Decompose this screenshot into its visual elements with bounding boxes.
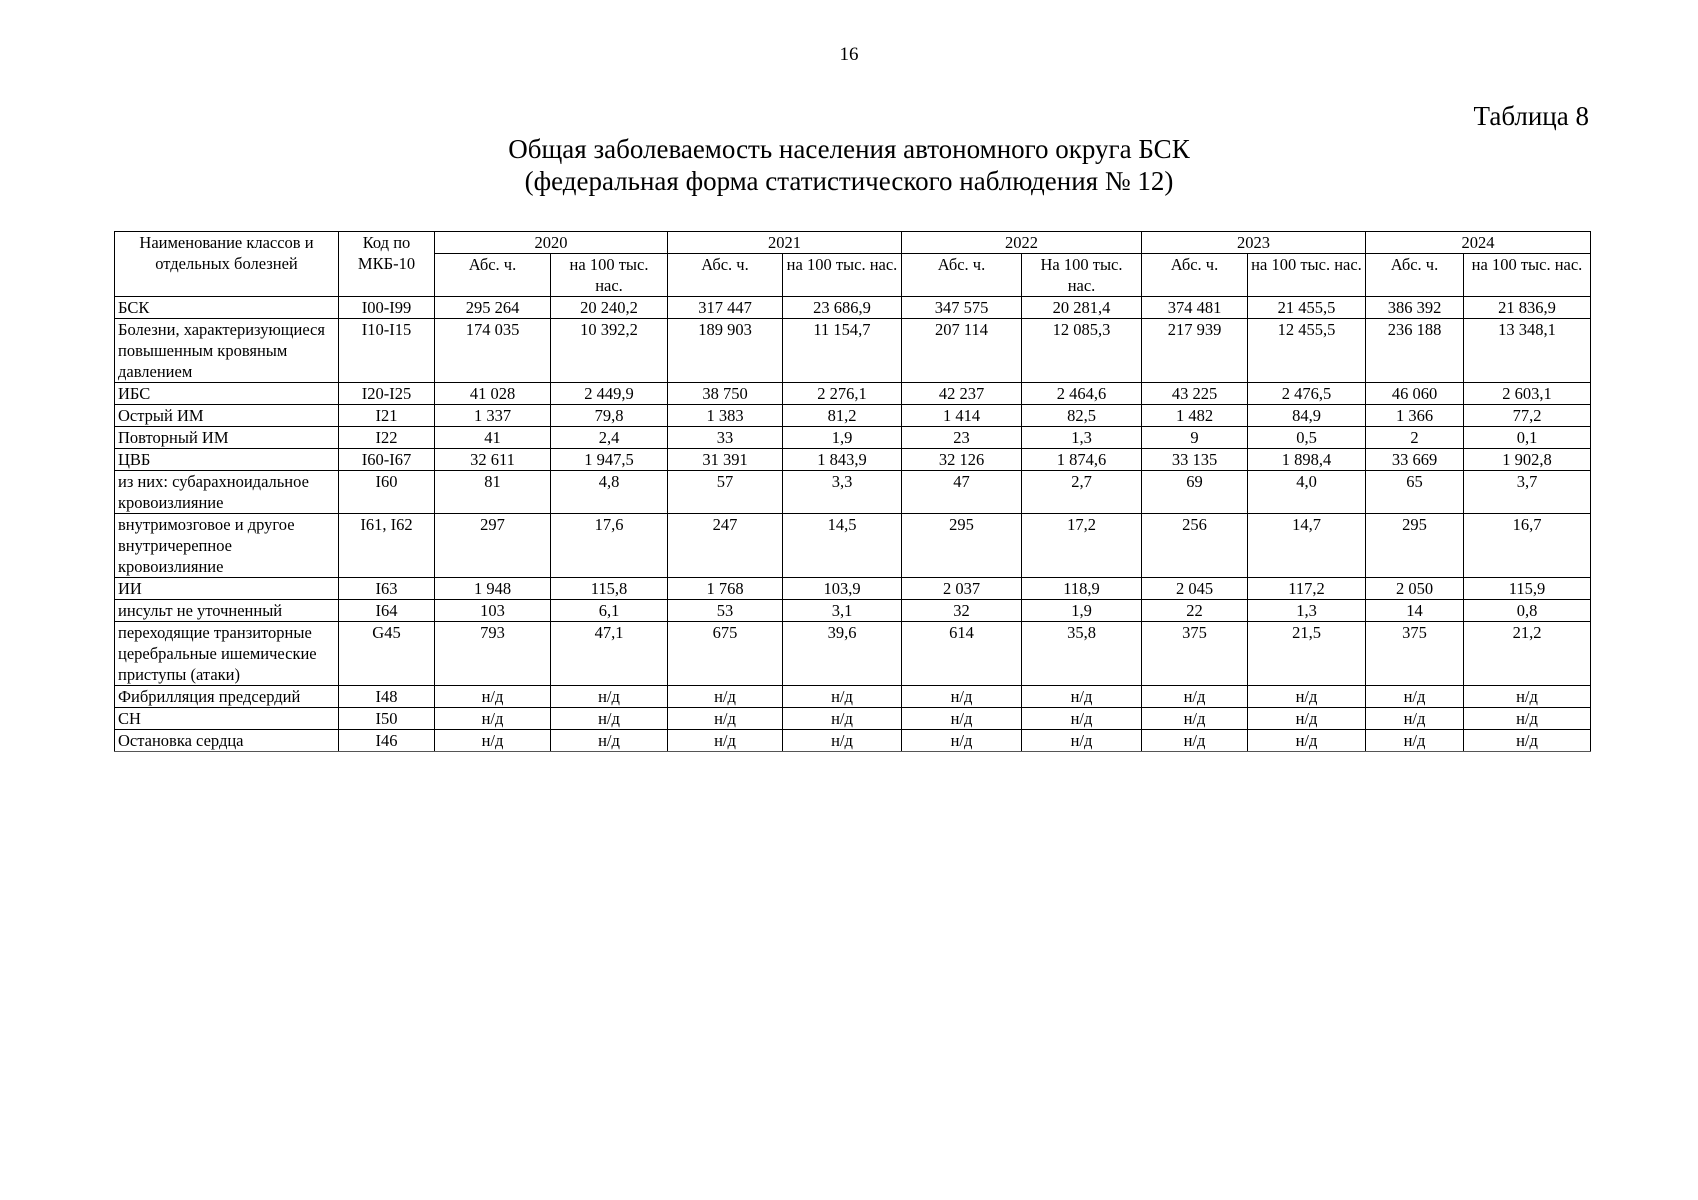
table-row [115,405,1591,427]
header-year: 2021 [668,232,902,254]
header-abs: Абс. ч. [435,254,551,297]
abs-value-cell: 2 037 [902,578,1022,600]
abs-value-cell: 247 [668,514,783,578]
abs-value-cell: 189 903 [668,319,783,383]
disease-name-cell: внутримозговое и другое внутричерепное кровоизлияние [115,514,339,578]
abs-value-cell: 1 366 [1366,405,1464,427]
rate-value-cell: 2 464,6 [1022,383,1142,405]
icd-code-cell: I22 [339,427,435,449]
header-per100k: на 100 тыс. нас. [551,254,668,297]
table-row [115,622,1591,686]
abs-value-cell: 1 414 [902,405,1022,427]
rate-value-cell: 21,5 [1248,622,1366,686]
header-year: 2023 [1142,232,1366,254]
icd-code-cell: I46 [339,730,435,752]
table-label: Таблица 8 [1473,101,1589,131]
rate-value-cell: 3,3 [783,471,902,514]
disease-name-cell: Повторный ИМ [115,427,339,449]
abs-value-cell: 295 264 [435,297,551,319]
rate-value-cell: 1,3 [1022,427,1142,449]
rate-value-cell: 1 902,8 [1464,449,1591,471]
abs-value-cell: н/д [435,708,551,730]
rate-value-cell: 117,2 [1248,578,1366,600]
abs-value-cell: 14 [1366,600,1464,622]
rate-value-cell: 0,8 [1464,600,1591,622]
table-row [115,383,1591,405]
disease-name-cell: Острый ИМ [115,405,339,427]
abs-value-cell: 217 939 [1142,319,1248,383]
abs-value-cell: 614 [902,622,1022,686]
title-line-1: Общая заболеваемость населения автономного округа БСК [508,134,1190,164]
abs-value-cell: 32 611 [435,449,551,471]
header-row-years [115,232,1591,254]
rate-value-cell: 1 947,5 [551,449,668,471]
title-line-2: (федеральная форма статистического наблюдения № 12) [524,166,1174,196]
rate-value-cell: 17,6 [551,514,668,578]
disease-name-cell: ИБС [115,383,339,405]
abs-value-cell: 31 391 [668,449,783,471]
rate-value-cell: 2 476,5 [1248,383,1366,405]
rate-value-cell: н/д [1248,708,1366,730]
abs-value-cell: 38 750 [668,383,783,405]
rate-value-cell: 115,9 [1464,578,1591,600]
table-body [115,297,1591,752]
abs-value-cell: 65 [1366,471,1464,514]
rate-value-cell: 4,8 [551,471,668,514]
rate-value-cell: н/д [1248,686,1366,708]
icd-code-cell: I60 [339,471,435,514]
table-row [115,686,1591,708]
rate-value-cell: 82,5 [1022,405,1142,427]
rate-value-cell: 21 455,5 [1248,297,1366,319]
disease-name-cell: ИИ [115,578,339,600]
header-code-col: Код по МКБ-10 [339,232,435,297]
icd-code-cell: I10-I15 [339,319,435,383]
table-row [115,297,1591,319]
disease-name-cell: Остановка сердца [115,730,339,752]
disease-name-cell: ЦВБ [115,449,339,471]
rate-value-cell: н/д [1022,708,1142,730]
abs-value-cell: 297 [435,514,551,578]
abs-value-cell: 1 383 [668,405,783,427]
rate-value-cell: 2,7 [1022,471,1142,514]
rate-value-cell: 0,1 [1464,427,1591,449]
table-row [115,708,1591,730]
rate-value-cell: 2 449,9 [551,383,668,405]
rate-value-cell: 17,2 [1022,514,1142,578]
abs-value-cell: 1 482 [1142,405,1248,427]
abs-value-cell: 386 392 [1366,297,1464,319]
table-row [115,600,1591,622]
rate-value-cell: 47,1 [551,622,668,686]
page-number: 16 [839,44,859,65]
header-per100k: на 100 тыс. нас. [783,254,902,297]
abs-value-cell: н/д [1142,686,1248,708]
table-title [0,133,1698,197]
rate-value-cell: 0,5 [1248,427,1366,449]
icd-code-cell: I00-I99 [339,297,435,319]
rate-value-cell: 2 276,1 [783,383,902,405]
abs-value-cell: 57 [668,471,783,514]
header-year: 2022 [902,232,1142,254]
icd-code-cell: I61, I62 [339,514,435,578]
morbidity-table [114,231,1591,752]
abs-value-cell: 2 045 [1142,578,1248,600]
abs-value-cell: 236 188 [1366,319,1464,383]
rate-value-cell: 3,7 [1464,471,1591,514]
rate-value-cell: н/д [783,730,902,752]
rate-value-cell: 1 843,9 [783,449,902,471]
rate-value-cell: 79,8 [551,405,668,427]
disease-name-cell: БСК [115,297,339,319]
abs-value-cell: 793 [435,622,551,686]
rate-value-cell: н/д [1022,730,1142,752]
rate-value-cell: 14,5 [783,514,902,578]
abs-value-cell: н/д [1366,708,1464,730]
abs-value-cell: н/д [668,708,783,730]
table-header [115,232,1591,297]
abs-value-cell: 347 575 [902,297,1022,319]
disease-name-cell: переходящие транзиторные церебральные ишемические приступы (атаки) [115,622,339,686]
abs-value-cell: 375 [1366,622,1464,686]
table-row [115,319,1591,383]
rate-value-cell: 3,1 [783,600,902,622]
abs-value-cell: н/д [435,686,551,708]
rate-value-cell: 115,8 [551,578,668,600]
abs-value-cell: 2 050 [1366,578,1464,600]
abs-value-cell: 53 [668,600,783,622]
rate-value-cell: 77,2 [1464,405,1591,427]
rate-value-cell: 13 348,1 [1464,319,1591,383]
abs-value-cell: 295 [902,514,1022,578]
abs-value-cell: 256 [1142,514,1248,578]
rate-value-cell: 84,9 [1248,405,1366,427]
rate-value-cell: 1,9 [783,427,902,449]
abs-value-cell: 9 [1142,427,1248,449]
table-row [115,514,1591,578]
abs-value-cell: 374 481 [1142,297,1248,319]
header-year: 2024 [1366,232,1591,254]
rate-value-cell: 12 085,3 [1022,319,1142,383]
abs-value-cell: 22 [1142,600,1248,622]
abs-value-cell: н/д [902,686,1022,708]
icd-code-cell: I20-I25 [339,383,435,405]
abs-value-cell: н/д [1366,730,1464,752]
rate-value-cell: н/д [1464,730,1591,752]
rate-value-cell: 20 281,4 [1022,297,1142,319]
header-name-col: Наименование классов и отдельных болезней [115,232,339,297]
table-row [115,578,1591,600]
icd-code-cell: I60-I67 [339,449,435,471]
header-abs: Абс. ч. [1366,254,1464,297]
rate-value-cell: 2,4 [551,427,668,449]
abs-value-cell: 375 [1142,622,1248,686]
rate-value-cell: 1,3 [1248,600,1366,622]
disease-name-cell: СН [115,708,339,730]
abs-value-cell: 1 337 [435,405,551,427]
header-per100k: На 100 тыс. нас. [1022,254,1142,297]
abs-value-cell: 47 [902,471,1022,514]
abs-value-cell: н/д [1142,708,1248,730]
abs-value-cell: н/д [1142,730,1248,752]
icd-code-cell: I21 [339,405,435,427]
rate-value-cell: 81,2 [783,405,902,427]
abs-value-cell: 174 035 [435,319,551,383]
rate-value-cell: 2 603,1 [1464,383,1591,405]
header-abs: Абс. ч. [1142,254,1248,297]
abs-value-cell: 41 [435,427,551,449]
rate-value-cell: н/д [551,708,668,730]
disease-name-cell: Болезни, характеризующиеся повышенным кровяным давлением [115,319,339,383]
rate-value-cell: н/д [1464,708,1591,730]
rate-value-cell: н/д [783,686,902,708]
abs-value-cell: 43 225 [1142,383,1248,405]
icd-code-cell: G45 [339,622,435,686]
rate-value-cell: 1 874,6 [1022,449,1142,471]
abs-value-cell: н/д [902,730,1022,752]
table-row [115,730,1591,752]
icd-code-cell: I48 [339,686,435,708]
abs-value-cell: 81 [435,471,551,514]
abs-value-cell: 46 060 [1366,383,1464,405]
rate-value-cell: н/д [783,708,902,730]
table-row [115,449,1591,471]
rate-value-cell: 1 898,4 [1248,449,1366,471]
rate-value-cell: 21 836,9 [1464,297,1591,319]
disease-name-cell: из них: субарахноидальное кровоизлияние [115,471,339,514]
rate-value-cell: н/д [1022,686,1142,708]
icd-code-cell: I63 [339,578,435,600]
abs-value-cell: 295 [1366,514,1464,578]
rate-value-cell: 12 455,5 [1248,319,1366,383]
rate-value-cell: 16,7 [1464,514,1591,578]
rate-value-cell: 23 686,9 [783,297,902,319]
abs-value-cell: 103 [435,600,551,622]
rate-value-cell: 35,8 [1022,622,1142,686]
abs-value-cell: 33 669 [1366,449,1464,471]
rate-value-cell: 118,9 [1022,578,1142,600]
abs-value-cell: н/д [902,708,1022,730]
abs-value-cell: н/д [435,730,551,752]
icd-code-cell: I64 [339,600,435,622]
abs-value-cell: 1 948 [435,578,551,600]
rate-value-cell: н/д [1464,686,1591,708]
abs-value-cell: 33 135 [1142,449,1248,471]
rate-value-cell: 6,1 [551,600,668,622]
rate-value-cell: 20 240,2 [551,297,668,319]
abs-value-cell: н/д [668,686,783,708]
header-per100k: на 100 тыс. нас. [1464,254,1591,297]
rate-value-cell: 11 154,7 [783,319,902,383]
abs-value-cell: 1 768 [668,578,783,600]
abs-value-cell: 23 [902,427,1022,449]
rate-value-cell: 4,0 [1248,471,1366,514]
header-per100k: на 100 тыс. нас. [1248,254,1366,297]
header-year: 2020 [435,232,668,254]
header-abs: Абс. ч. [668,254,783,297]
abs-value-cell: н/д [1366,686,1464,708]
abs-value-cell: н/д [668,730,783,752]
rate-value-cell: 21,2 [1464,622,1591,686]
table-row [115,471,1591,514]
icd-code-cell: I50 [339,708,435,730]
rate-value-cell: 103,9 [783,578,902,600]
rate-value-cell: 14,7 [1248,514,1366,578]
abs-value-cell: 41 028 [435,383,551,405]
abs-value-cell: 317 447 [668,297,783,319]
table-row [115,427,1591,449]
disease-name-cell: инсульт не уточненный [115,600,339,622]
abs-value-cell: 207 114 [902,319,1022,383]
rate-value-cell: 1,9 [1022,600,1142,622]
abs-value-cell: 69 [1142,471,1248,514]
rate-value-cell: 10 392,2 [551,319,668,383]
abs-value-cell: 2 [1366,427,1464,449]
abs-value-cell: 675 [668,622,783,686]
rate-value-cell: н/д [1248,730,1366,752]
rate-value-cell: н/д [551,686,668,708]
rate-value-cell: н/д [551,730,668,752]
disease-name-cell: Фибрилляция предсердий [115,686,339,708]
abs-value-cell: 32 [902,600,1022,622]
abs-value-cell: 42 237 [902,383,1022,405]
header-abs: Абс. ч. [902,254,1022,297]
abs-value-cell: 33 [668,427,783,449]
rate-value-cell: 39,6 [783,622,902,686]
abs-value-cell: 32 126 [902,449,1022,471]
